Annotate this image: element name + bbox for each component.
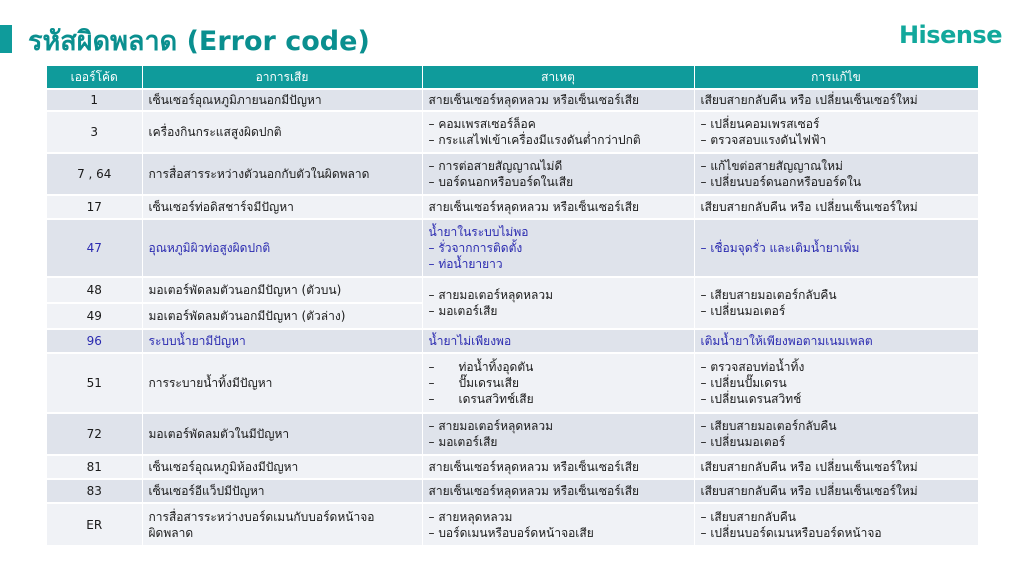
error-code: 83 [47, 479, 142, 503]
symptom-cell: เซ็นเซอร์อุณหภูมิภายนอกมีปัญหา [142, 89, 422, 111]
error-code: 3 [47, 111, 142, 153]
symptom-cell: การสื่อสารระหว่างตัวนอกกับตัวในผิดพลาด [142, 153, 422, 195]
symptom-cell: อุณหภูมิผิวท่อสูงผิดปกติ [142, 219, 422, 277]
fix-line: – แก้ไขต่อสายสัญญาณใหม่ [700, 159, 843, 173]
fix-cell [694, 153, 978, 195]
table-row [47, 413, 978, 455]
table-row [47, 153, 978, 195]
cause-cell [422, 353, 694, 413]
cause-line [429, 375, 688, 391]
table-row [47, 503, 978, 545]
fix-line: – เสียบสายมอเตอร์กลับคืน [700, 288, 837, 302]
cause-cell: สายเซ็นเซอร์หลุดหลวม หรือเซ็นเซอร์เสีย [422, 89, 694, 111]
error-code: 48 [47, 277, 142, 303]
cause-line: – บอร์ดนอกหรือบอร์ดในเสีย [428, 175, 574, 189]
fix-cell [694, 353, 978, 413]
fix-line: – เปลี่ยนบอร์ดนอกหรือบอร์ดใน [700, 175, 862, 189]
fix-line: – ตรวจสอบท่อน้ำทิ้ง [700, 360, 805, 374]
column-header-symptom: อาการเสีย [142, 66, 422, 89]
cause-cell [422, 277, 694, 329]
fix-line: – เปลี่ยนเดรนสวิทช์ [700, 392, 802, 406]
table-header-row [47, 66, 978, 89]
cause-line: – สายหลุดหลวม [428, 509, 513, 524]
symptom-cell [142, 503, 422, 545]
symptom-cell: มอเตอร์พัดลมตัวในมีปัญหา [142, 413, 422, 455]
symptom-cell: ระบบน้ำยามีปัญหา [142, 329, 422, 353]
symptom-cell: เซ็นเซอร์อุณหภูมิห้องมีปัญหา [142, 455, 422, 479]
cause-line: – คอมเพรสเซอร์ล็อค [428, 117, 536, 131]
symptom-cell: การระบายน้ำทิ้งมีปัญหา [142, 353, 422, 413]
error-code: 72 [47, 413, 142, 455]
cause-cell [422, 111, 694, 153]
fix-cell: เติมน้ำยาให้เพียงพอตามเนมเพลต [694, 329, 978, 353]
fix-cell: เสียบสายกลับคืน หรือ เปลี่ยนเซ็นเซอร์ใหม่ [694, 479, 978, 503]
cause-cell: สายเซ็นเซอร์หลุดหลวม หรือเซ็นเซอร์เสีย [422, 479, 694, 503]
fix-cell [694, 413, 978, 455]
fix-line: – เปลี่ยนมอเตอร์ [700, 435, 786, 449]
cause-text: เดรนสวิทช์เสีย [458, 392, 534, 406]
cause-cell [422, 153, 694, 195]
table-row [47, 111, 978, 153]
symptom-cell: มอเตอร์พัดลมตัวนอกมีปัญหา (ตัวล่าง) [142, 303, 422, 329]
column-header-code: เออร์โค้ด [47, 66, 142, 89]
table-row [47, 89, 978, 111]
bullet-dash: – [428, 376, 435, 390]
cause-line: น้ำยาในระบบไม่พอ [428, 225, 529, 239]
cause-line: – มอเตอร์เสีย [428, 304, 498, 318]
fix-cell [694, 111, 978, 153]
column-header-fix: การแก้ไข [694, 66, 978, 89]
cause-text: ท่อน้ำทิ้งอุดตัน [458, 360, 534, 374]
error-code: 7 , 64 [47, 153, 142, 195]
cause-cell: น้ำยาไม่เพียงพอ [422, 329, 694, 353]
cause-line: – รั่วจากการติดตั้ง [428, 241, 523, 255]
cause-line: – มอเตอร์เสีย [428, 435, 498, 449]
cause-cell [422, 413, 694, 455]
fix-cell [694, 277, 978, 329]
cause-line: – สายมอเตอร์หลุดหลวม [428, 419, 554, 433]
fix-line: – เปลี่ยนมอเตอร์ [700, 304, 786, 318]
cause-cell: สายเซ็นเซอร์หลุดหลวม หรือเซ็นเซอร์เสีย [422, 455, 694, 479]
table-row [47, 329, 978, 353]
symptom-cell: เซ็นเซอร์ท่อดิสชาร์จมีปัญหา [142, 195, 422, 219]
fix-cell [694, 503, 978, 545]
table-row [47, 195, 978, 219]
fix-cell: เสียบสายกลับคืน หรือ เปลี่ยนเซ็นเซอร์ใหม่ [694, 455, 978, 479]
error-code: 47 [47, 219, 142, 277]
cause-line: – สายมอเตอร์หลุดหลวม [428, 288, 554, 302]
cause-line: – ท่อน้ำยายาว [428, 257, 503, 271]
table-row [47, 219, 978, 277]
fix-line: – เสียบสายมอเตอร์กลับคืน [700, 419, 837, 433]
symptom-line: การสื่อสารระหว่างบอร์ดเมนกับบอร์ดหน้าจอ [148, 509, 375, 524]
table-row [47, 277, 978, 303]
cause-line: – การต่อสายสัญญาณไม่ดี [428, 159, 563, 173]
table-row [47, 353, 978, 413]
cause-cell: สายเซ็นเซอร์หลุดหลวม หรือเซ็นเซอร์เสีย [422, 195, 694, 219]
error-code: ER [47, 503, 142, 545]
cause-line: – บอร์ดเมนหรือบอร์ดหน้าจอเสีย [428, 525, 594, 540]
fix-cell: เสียบสายกลับคืน หรือ เปลี่ยนเซ็นเซอร์ใหม่ [694, 195, 978, 219]
error-code-table [47, 66, 979, 545]
fix-cell: – เชื่อมจุดรั่ว และเติมน้ำยาเพิ่ม [694, 219, 978, 277]
cause-line [429, 359, 688, 375]
bullet-dash: – [428, 392, 435, 406]
bullet-dash: – [428, 360, 435, 374]
symptom-cell: มอเตอร์พัดลมตัวนอกมีปัญหา (ตัวบน) [142, 277, 422, 303]
fix-line: – เปลี่ยนคอมเพรสเซอร์ [700, 117, 820, 131]
cause-line: – กระแสไฟเข้าเครื่องมีแรงดันต่ำกว่าปกติ [428, 133, 641, 147]
cause-cell [422, 503, 694, 545]
cause-text: ปั๊มเดรนเสีย [458, 376, 520, 390]
fix-line: – ตรวจสอบแรงดันไฟฟ้า [700, 133, 827, 147]
error-code: 81 [47, 455, 142, 479]
fix-cell: เสียบสายกลับคืน หรือ เปลี่ยนเซ็นเซอร์ใหม่ [694, 89, 978, 111]
column-header-cause: สาเหตุ [422, 66, 694, 89]
cause-cell [422, 219, 694, 277]
error-code: 51 [47, 353, 142, 413]
error-code: 96 [47, 329, 142, 353]
fix-line: – เสียบสายกลับคืน [700, 509, 796, 524]
symptom-cell: เครื่องกินกระแสสูงผิดปกติ [142, 111, 422, 153]
symptom-cell: เซ็นเซอร์อีแว็ปมีปัญหา [142, 479, 422, 503]
hisense-logo: Hisense [898, 21, 1002, 49]
table-row [47, 455, 978, 479]
page-title: รหัสผิดพลาด (Error code) [28, 26, 370, 57]
cause-line [429, 391, 688, 407]
fix-line: – เปลี่ยนบอร์ดเมนหรือบอร์ดหน้าจอ [700, 525, 882, 540]
error-code: 17 [47, 195, 142, 219]
title-accent-bar [0, 25, 12, 53]
symptom-line: ผิดพลาด [148, 525, 194, 540]
fix-line: – เปลี่ยนปั๊มเดรน [700, 376, 787, 390]
error-code: 1 [47, 89, 142, 111]
table-row [47, 479, 978, 503]
error-code: 49 [47, 303, 142, 329]
